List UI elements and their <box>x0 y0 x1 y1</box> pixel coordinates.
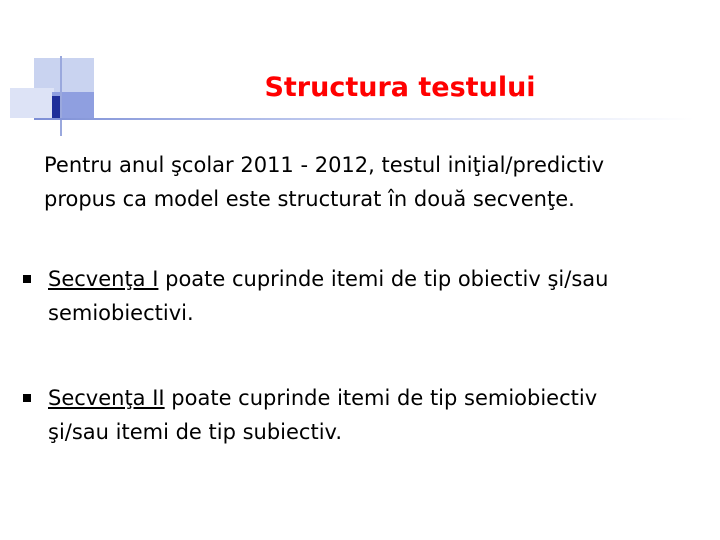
title-underline-rule <box>34 118 694 120</box>
bullet-text: poate cuprinde itemi de tip semiobiectiv <box>164 386 598 410</box>
decorative-vertical-line <box>60 56 62 136</box>
sequence-label: Secvenţa I <box>48 267 159 291</box>
bullet-text: şi/sau itemi de tip subiectiv. <box>48 420 343 444</box>
bullet-text: semiobiectivi. <box>48 301 194 325</box>
square-bullet-icon <box>23 394 31 402</box>
bullet-item <box>48 262 714 330</box>
bullet-text: poate cuprinde itemi de tip obiectiv şi/sau <box>158 267 609 291</box>
sequence-label: Secvenţa II <box>48 386 165 410</box>
intro-paragraph <box>44 148 714 216</box>
decorative-block <box>10 88 54 118</box>
slide-title: Structura testului <box>264 72 536 103</box>
bullet-item <box>48 381 714 449</box>
intro-line: propus ca model este structurat în două secvenţe. <box>44 187 575 211</box>
square-bullet-icon <box>23 275 31 283</box>
intro-line: Pentru anul şcolar 2011 - 2012, testul iniţial/predictiv <box>44 153 605 177</box>
